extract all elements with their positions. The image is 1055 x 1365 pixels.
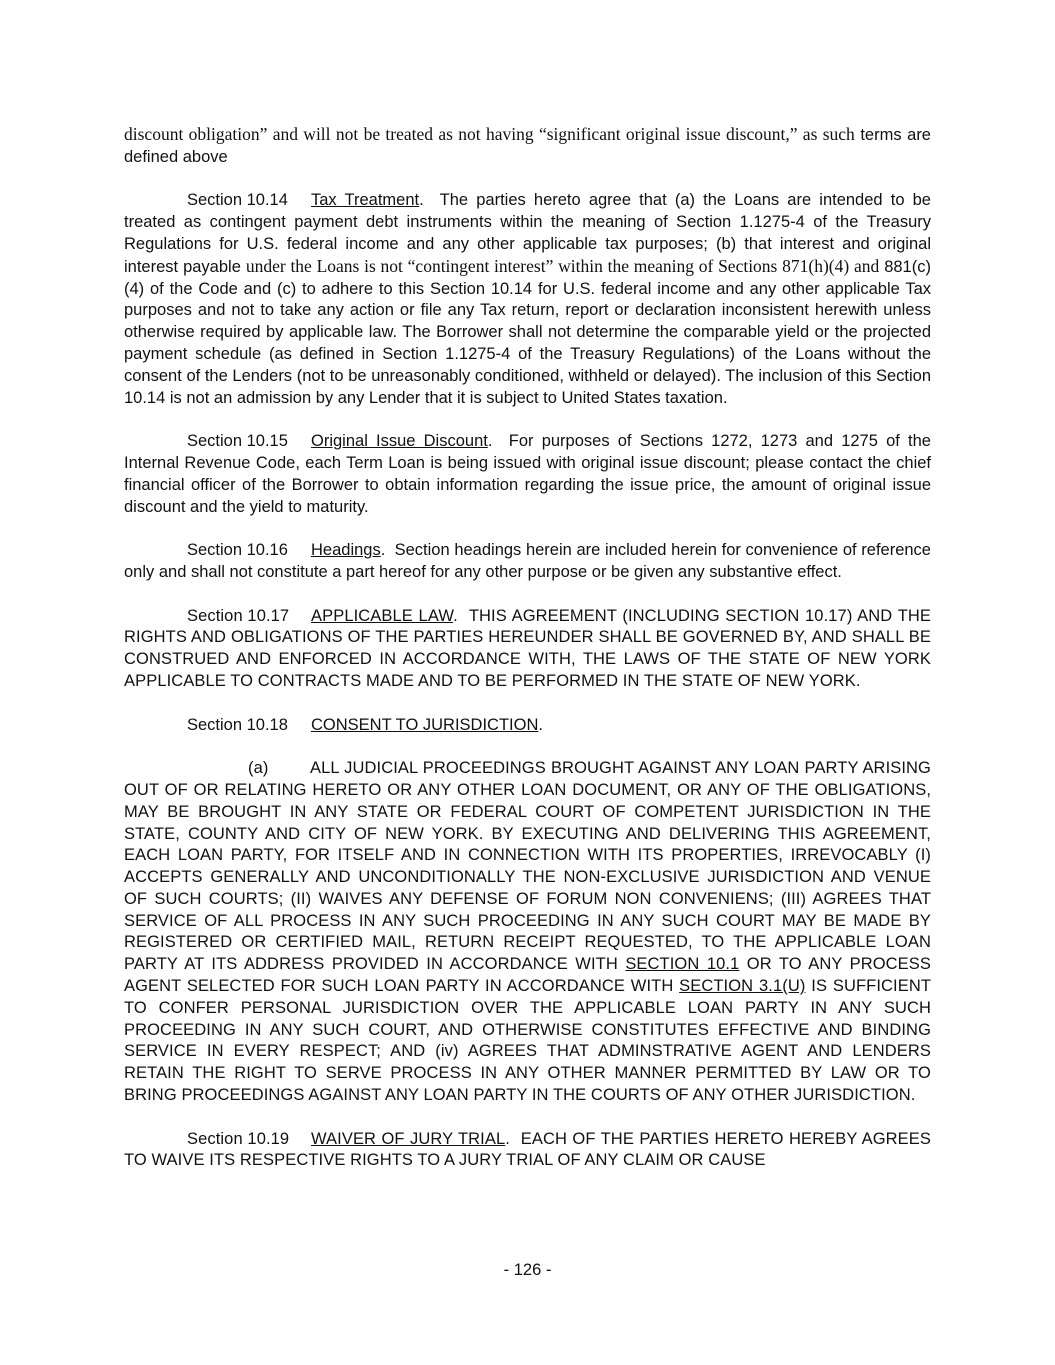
section-title: Tax Treatment <box>311 191 420 210</box>
section-10-18-a <box>124 758 931 1107</box>
subsection-label: (a) <box>248 759 269 778</box>
section-10-14: Section 10.14 Tax Treatment. The parties hereto agree that (a) the Loans are intended to be treated as contingent payment debt instruments within the meaning of Section 1.1275-4 of the Treasury Regulations for U.S. federal income and any other applicable tax purposes; (b) that interest and original interest payable under the Loans is not “contingent interest” within the meaning of Sections 871(h)(4) and 881(c)(4) of the Code and (c) to adhere to this Section 10.14 for U.S. federal income and any other applicable Tax purposes and not to take any action or file any Tax return, report or declaration inconsistent herewith unless otherwise required by applicable law. The Borrower shall not determine the comparable yield or the projected payment schedule (as defined in Section 1.1275-4 of the Treasury Regulations) of the Loans without the consent of the Lenders (not to be unreasonably conditioned, withheld or delayed). The inclusion of this Section 10.14 is not an admission by any Lender that it is subject to United States taxation. <box>124 191 931 407</box>
section-number: Section 10.18 <box>187 715 288 734</box>
section-number: Section 10.19 <box>187 1129 290 1148</box>
section-10-18-heading: Section 10.18 CONSENT TO JURISDICTION. <box>124 715 931 737</box>
section-body: THIS AGREEMENT (INCLUDING SECTION 10.17) AND THE RIGHTS AND OBLIGATIONS OF THE PARTIES HEREUNDER SHALL BE GOVERNED BY, AND SHALL BE CONSTRUED AND ENFORCED IN ACCORDANCE WITH, THE LAWS OF THE STATE OF NEW YORK APPLICABLE TO CONTRACTS MADE AND TO BE PERFORMED IN THE STATE OF NEW YORK. <box>124 606 931 690</box>
section-10-16: Section 10.16 Headings. Section headings herein are included herein for convenience of reference only and shall not constitute a part hereof for any other purpose or be given any substantive effect. <box>124 541 931 581</box>
section-body-serif: under the Loans is not “contingent interest” within the meaning of Sections 871(h)(4) and <box>245 255 880 276</box>
section-title: WAIVER OF JURY TRIAL <box>311 1129 506 1148</box>
section-number: Section 10.14 <box>187 191 288 210</box>
section-body: Section headings herein are included herein for convenience of reference only and shall not constitute a part hereof for any other purpose or be given any substantive effect. <box>124 541 931 581</box>
section-title: Headings <box>311 541 381 560</box>
subsection-body: ALL JUDICIAL PROCEEDINGS BROUGHT AGAINST ANY LOAN PARTY ARISING OUT OF OR RELATING HERETO OR ANY OTHER LOAN DOCUMENT, OR ANY OF THE OBLIGATIONS, MAY BE BROUGHT IN ANY STATE OR FEDERAL COURT OF COMPETENT JURISDICTION IN THE STATE, COUNTY AND CITY OF NEW YORK. BY EXECUTING AND DELIVERING THIS AGREEMENT, EACH LOAN PARTY, FOR ITSELF AND IN CONNECTION WITH ITS PROPERTIES, IRREVOCABLY (I) ACCEPTS GENERALLY AND UNCONDITIONALLY THE NON-EXCLUSIVE JURISDICTION AND VENUE OF SUCH COURTS; (II) WAIVES ANY DEFENSE OF FORUM NON CONVENIENS; (III) AGREES THAT SERVICE OF ALL PROCESS IN ANY SUCH PROCEEDING IN ANY SUCH COURT MAY BE MADE BY REGISTERED OR CERTIFIED MAIL, RETURN RECEIPT REQUESTED, TO THE APPLICABLE LOAN PARTY AT ITS ADDRESS PROVIDED IN ACCORDANCE WITH <box>124 759 931 974</box>
subsection-body-cont: OR TO ANY PROCESS AGENT SELECTED FOR SUCH LOAN PARTY IN ACCORDANCE WITH <box>124 955 931 996</box>
cross-reference-section-3-1-u: SECTION 3.1(U) <box>679 977 806 996</box>
section-body: EACH OF THE PARTIES HERETO HEREBY AGREES TO WAIVE ITS RESPECTIVE RIGHTS TO A JURY TRIAL OF ANY CLAIM OR CAUSE <box>124 1129 931 1170</box>
cross-reference-section-10-1: SECTION 10.1 <box>625 955 740 974</box>
section-10-19: Section 10.19 WAIVER OF JURY TRIAL. EACH OF THE PARTIES HERETO HEREBY AGREES TO WAIVE ITS RESPECTIVE RIGHTS TO A JURY TRIAL OF ANY CLAIM OR CAUSE <box>124 1129 931 1170</box>
section-title: Original Issue Discount <box>311 432 488 451</box>
document-page <box>124 124 931 1194</box>
subsection-body-end: IS SUFFICIENT TO CONFER PERSONAL JURISDICTION OVER THE APPLICABLE LOAN PARTY IN ANY SUCH PROCEEDING IN ANY SUCH COURT, AND OTHERWISE CONSTITUTES EFFECTIVE AND BINDING SERVICE IN EVERY RESPECT; AND (iv) AGREES THAT ADMINSTRATIVE AGENT AND LENDERS RETAIN THE RIGHT TO SERVE PROCESS IN ANY OTHER MANNER PERMITTED BY LAW OR TO BRING PROCEEDINGS AGAINST ANY LOAN PARTY IN THE COURTS OF ANY OTHER JURISDICTION. <box>124 977 932 1105</box>
section-10-17: Section 10.17 APPLICABLE LAW. THIS AGREEMENT (INCLUDING SECTION 10.17) AND THE RIGHTS AND OBLIGATIONS OF THE PARTIES HEREUNDER SHALL BE GOVERNED BY, AND SHALL BE CONSTRUED AND ENFORCED IN ACCORDANCE WITH, THE LAWS OF THE STATE OF NEW YORK APPLICABLE TO CONTRACTS MADE AND TO BE PERFORMED IN THE STATE OF NEW YORK. <box>124 606 931 690</box>
section-number: Section 10.17 <box>187 606 290 625</box>
section-body-cont: 881(c)(4) of the Code and (c) to adhere to this Section 10.14 for U.S. federal income and any other applicable Tax purposes and not to take any action or file any Tax return, report or declaration inconsistent herewith unless otherwise required by applicable law. The Borrower shall not determine the comparable yield or the projected payment schedule (as defined in Section 1.1275-4 of the Treasury Regulations) of the Loans without the consent of the Lenders (not to be unreasonably conditioned, withheld or delayed). The inclusion of this Section 10.14 is not an admission by any Lender that it is subject to United States taxation. <box>124 257 931 407</box>
page-number: - 126 - <box>503 1261 552 1279</box>
section-number: Section 10.15 <box>187 432 288 451</box>
section-body: For purposes of Sections 1272, 1273 and 1275 of the Internal Revenue Code, each Term Loan is being issued with original issue discount; please contact the chief financial officer of the Borrower to obtain information regarding the issue price, the amount of original issue discount and the yield to maturity. <box>124 432 931 516</box>
section-10-15: Section 10.15 Original Issue Discount. For purposes of Sections 1272, 1273 and 1275 of the Internal Revenue Code, each Term Loan is being issued with original issue discount; please contact the chief financial officer of the Borrower to obtain information regarding the issue price, the amount of original issue discount and the yield to maturity. <box>124 432 931 516</box>
section-number: Section 10.16 <box>187 541 288 560</box>
intro-paragraph <box>124 124 931 169</box>
section-body: The parties hereto agree that (a) the Loans are intended to be treated as contingent payment debt instruments within the meaning of Section 1.1275-4 of the Treasury Regulations for U.S. federal income and any other applicable tax purposes; (b) that interest and original interest payable <box>124 191 931 276</box>
intro-serif-text: discount obligation” and will not be treated as not having “significant original issue discount,” as such <box>124 124 855 144</box>
intro-sans-text: terms are defined above <box>124 126 931 166</box>
section-title: APPLICABLE LAW <box>311 606 454 625</box>
section-title: CONSENT TO JURISDICTION <box>311 715 539 734</box>
